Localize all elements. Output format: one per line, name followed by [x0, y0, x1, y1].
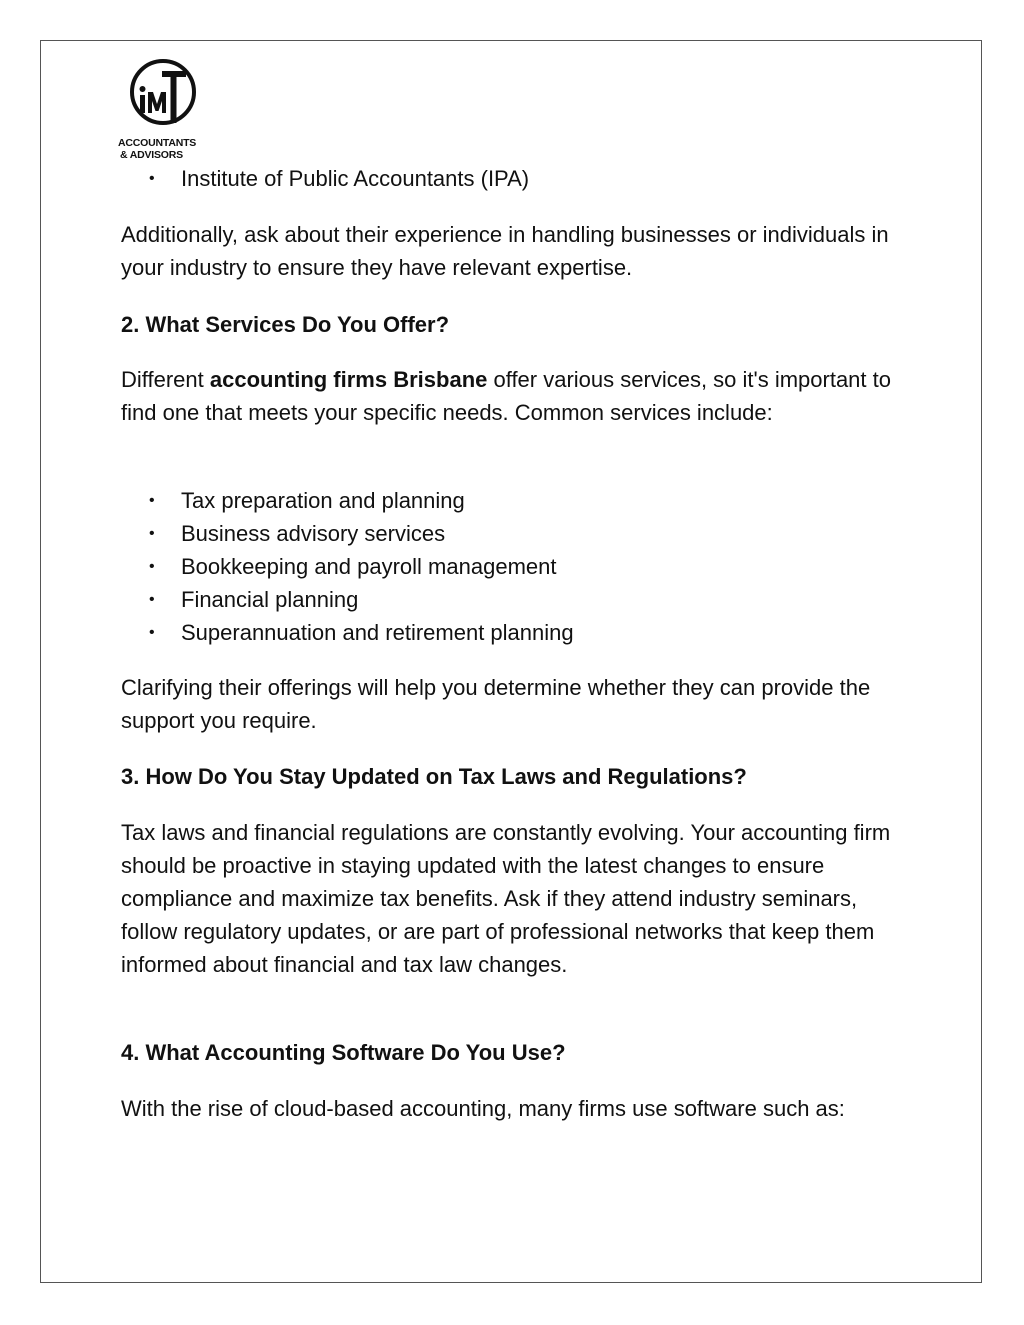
list-item — [121, 616, 911, 649]
paragraph-software: With the rise of cloud-based accounting, many firms use software such as: — [121, 1096, 845, 1121]
list-item-text: Business advisory services — [181, 521, 446, 546]
heading-tax-laws: 3. How Do You Stay Updated on Tax Laws and Regulations? — [121, 764, 747, 789]
bullet-icon: • — [149, 591, 155, 608]
bullet-icon: • — [149, 492, 155, 509]
list-item — [121, 484, 911, 517]
logo-text-line2: & ADVISORS — [120, 149, 183, 161]
list-item — [121, 517, 911, 550]
services-list — [121, 484, 911, 649]
list-item-text: Bookkeeping and payroll management — [181, 554, 557, 579]
list-item — [121, 583, 911, 616]
list-item-text: Tax preparation and planning — [181, 488, 465, 513]
logo-mark-icon — [129, 58, 197, 134]
heading-software: 4. What Accounting Software Do You Use? — [121, 1040, 566, 1065]
bullet-icon: • — [149, 558, 155, 575]
bullet-icon: • — [149, 170, 155, 187]
paragraph-clarifying: Clarifying their offerings will help you determine whether they can provide the support you require. — [121, 675, 871, 733]
list-item-text: Financial planning — [181, 587, 359, 612]
paragraph-additionally: Additionally, ask about their experience in handling businesses or individuals in your industry to ensure they have relevant expertise. — [121, 222, 889, 280]
logo-text-line1: ACCOUNTANTS — [118, 137, 197, 149]
company-logo — [118, 58, 208, 164]
bullet-icon: • — [149, 624, 155, 641]
paragraph-different — [121, 363, 911, 429]
list-item — [121, 550, 911, 583]
bullet-icon: • — [149, 525, 155, 542]
paragraph-tax-laws: Tax laws and financial regulations are constantly evolving. Your accounting firm should be proactive in staying updated with the latest changes to ensure compliance and maximize tax benefits. Ask if they attend industry seminars, follow regulatory updates, or are part of professional networks that keep them informed about financial and tax law changes. — [121, 820, 891, 977]
bold-keyword: accounting firms Brisbane — [209, 367, 488, 392]
list-item-text: Superannuation and retirement planning — [181, 620, 574, 645]
paragraph-text: Different — [121, 367, 210, 392]
list-item — [121, 162, 911, 195]
membership-list — [121, 162, 911, 195]
paragraph-text: offer various services, so it's important to find one that meets your specific needs. Common services include: — [121, 367, 891, 425]
list-item-text: Institute of Public Accountants (IPA) — [181, 166, 530, 191]
heading-services: 2. What Services Do You Offer? — [121, 312, 450, 337]
